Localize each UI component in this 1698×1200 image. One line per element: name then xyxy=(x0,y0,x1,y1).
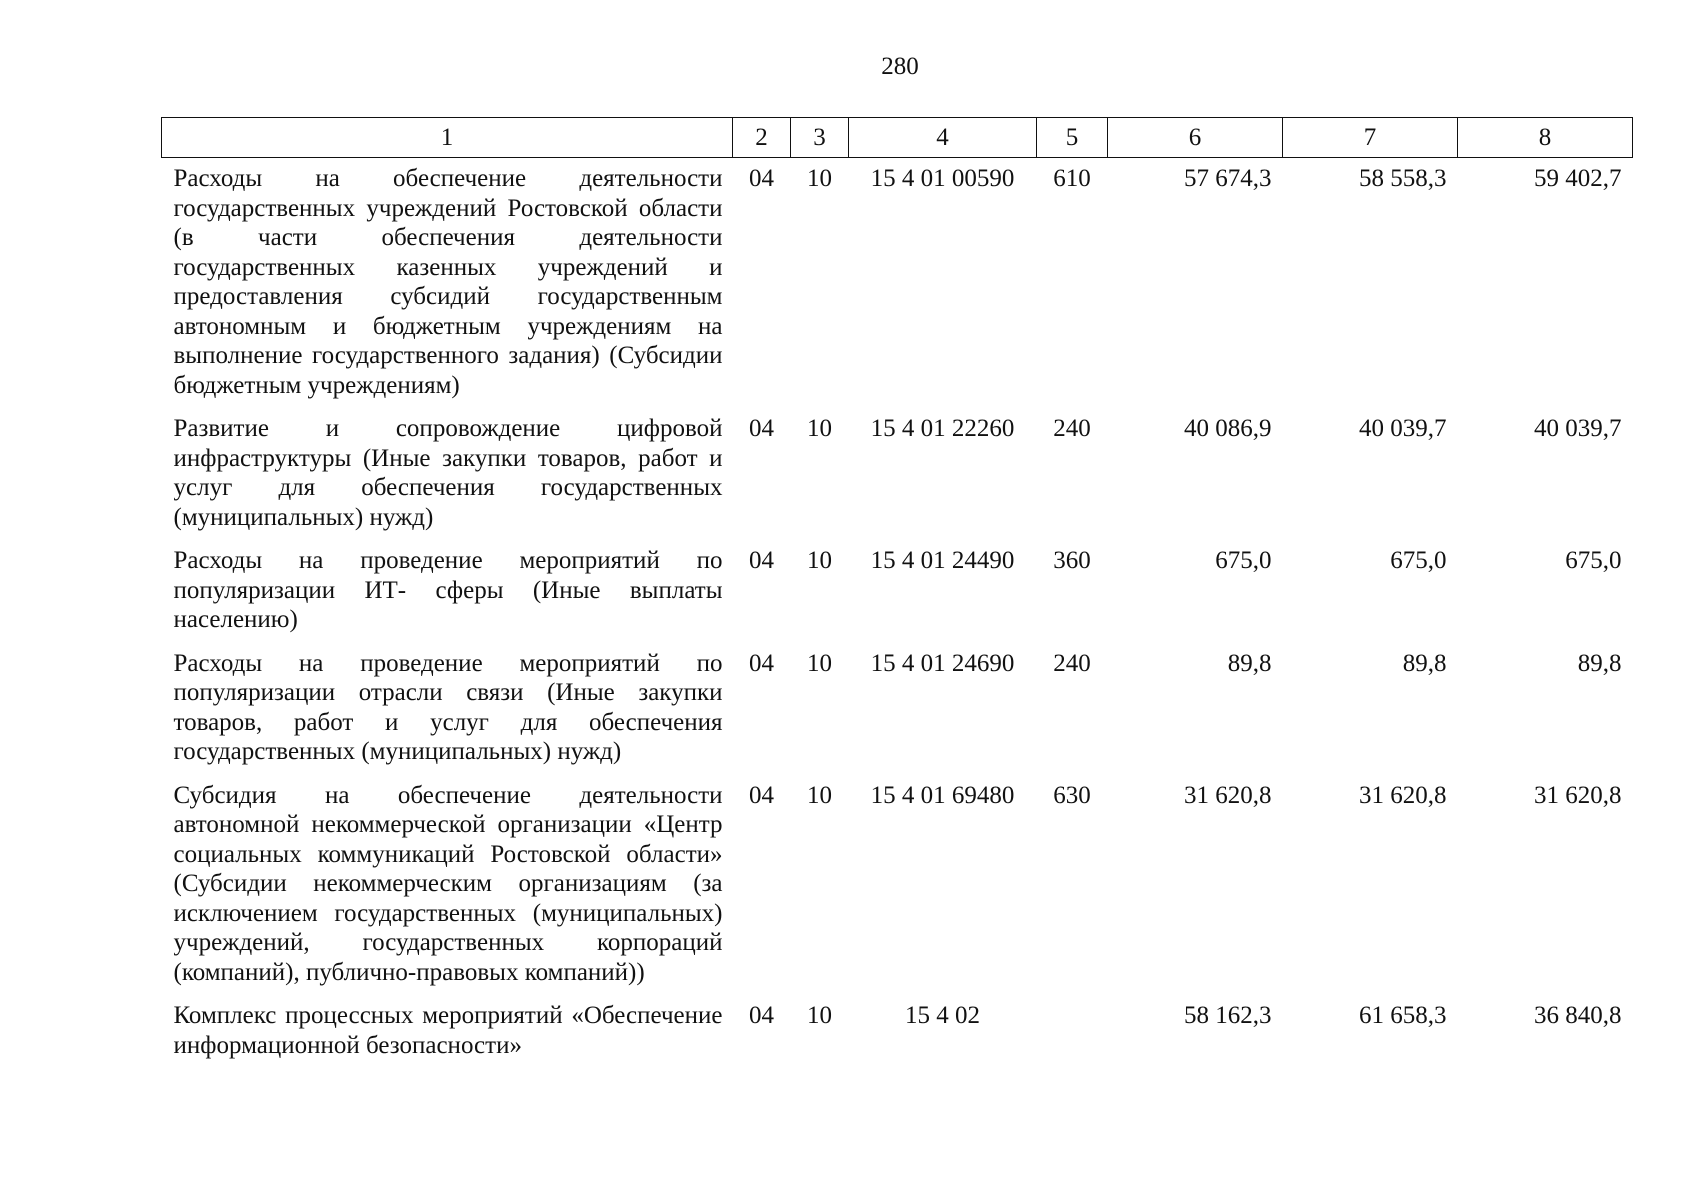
row-subsection-code: 10 xyxy=(807,415,832,442)
row-subsection-code: 10 xyxy=(807,649,832,677)
header-cell-2: 2 xyxy=(733,118,791,158)
row-expense-type: 240 xyxy=(1053,415,1091,442)
row-target-article: 15 4 01 00590 xyxy=(870,165,1015,192)
header-cell-5: 5 xyxy=(1037,118,1108,158)
row-section-code: 04 xyxy=(749,415,774,442)
row-target-article: 15 4 01 22260 xyxy=(870,415,1015,442)
row-expense-type: 240 xyxy=(1053,649,1091,677)
row-amount-year-3: 675,0 xyxy=(1565,547,1622,574)
header-cell-3: 3 xyxy=(791,118,849,158)
row-target-article: 15 4 01 24690 xyxy=(870,649,1015,677)
row-expense-type xyxy=(1037,995,1108,1068)
row-amount-year-3: 31 620,8 xyxy=(1534,781,1622,809)
row-subsection-code: 10 xyxy=(807,165,832,192)
row-target-article: 15 4 02 xyxy=(905,1002,980,1029)
row-amount-year-3: 36 840,8 xyxy=(1534,1002,1622,1029)
row-amount-year-3: 59 402,7 xyxy=(1534,165,1622,192)
row-section-code: 04 xyxy=(749,1002,774,1029)
row-amount-year-1: 89,8 xyxy=(1227,649,1272,677)
row-expense-type: 630 xyxy=(1053,781,1091,809)
row-subsection-code: 10 xyxy=(807,547,832,574)
row-name: Расходы на обеспечение деятельности государственных учреждений Ростовской области (в части обеспечения деятельности государственных казенных учреждений и предоставления субсидий государственным автономным и бюджетным учреждениям на выполнение государственного задания) (Субсидии бюджетным учреждениям) xyxy=(173,165,723,399)
row-expense-type: 610 xyxy=(1053,165,1091,192)
header-cell-8: 8 xyxy=(1458,118,1633,158)
table-row xyxy=(162,158,1633,409)
table-row xyxy=(162,995,1633,1068)
row-amount-year-1: 40 086,9 xyxy=(1184,415,1272,442)
row-section-code: 04 xyxy=(749,781,774,809)
row-amount-year-3: 40 039,7 xyxy=(1534,415,1622,442)
row-target-article: 15 4 01 24490 xyxy=(870,547,1015,574)
row-amount-year-1: 675,0 xyxy=(1215,547,1272,574)
row-amount-year-2: 31 620,8 xyxy=(1359,781,1447,809)
row-section-code: 04 xyxy=(749,649,774,677)
row-name: Развитие и сопровождение цифровой инфраструктуры (Иные закупки товаров, работ и услуг для обеспечения государственных (муниципальных) нужд) xyxy=(173,415,723,531)
row-amount-year-2: 58 558,3 xyxy=(1359,165,1447,192)
row-subsection-code: 10 xyxy=(807,1002,832,1029)
header-cell-4: 4 xyxy=(849,118,1037,158)
row-name: Комплекс процессных мероприятий «Обеспечение информационной безопасности» xyxy=(173,1002,723,1059)
row-amount-year-3: 89,8 xyxy=(1577,649,1622,677)
row-section-code: 04 xyxy=(749,547,774,574)
row-expense-type: 360 xyxy=(1053,547,1091,574)
row-amount-year-2: 61 658,3 xyxy=(1359,1002,1447,1029)
row-target-article: 15 4 01 69480 xyxy=(870,781,1015,809)
table-row xyxy=(162,775,1633,996)
row-section-code: 04 xyxy=(749,165,774,192)
row-subsection-code: 10 xyxy=(807,781,832,809)
header-row xyxy=(162,118,1633,158)
row-amount-year-1: 31 620,8 xyxy=(1184,781,1272,809)
page-number: 280 xyxy=(881,53,919,80)
table-row xyxy=(162,643,1633,775)
row-amount-year-1: 57 674,3 xyxy=(1184,165,1272,192)
header-cell-7: 7 xyxy=(1283,118,1458,158)
row-name: Субсидия на обеспечение деятельности автономной некоммерческой организации «Центр социальных коммуникаций Ростовской области» (Субсидии некоммерческим организациям (за исключением государственных (муниципальных) учреждений, государственных корпораций (компаний), публично-правовых компаний)) xyxy=(173,781,723,986)
table-row xyxy=(162,408,1633,540)
row-name: Расходы на проведение мероприятий по популяризации отрасли связи (Иные закупки товаров, работ и услуг для обеспечения государственных (муниципальных) нужд) xyxy=(173,649,723,765)
row-amount-year-1: 58 162,3 xyxy=(1184,1002,1272,1029)
row-amount-year-2: 89,8 xyxy=(1402,649,1447,677)
budget-table xyxy=(161,117,1633,1068)
table-row xyxy=(162,540,1633,643)
row-name: Расходы на проведение мероприятий по популяризации ИТ- сферы (Иные выплаты населению) xyxy=(173,547,723,633)
header-cell-1: 1 xyxy=(162,118,733,158)
header-cell-6: 6 xyxy=(1108,118,1283,158)
row-amount-year-2: 40 039,7 xyxy=(1359,415,1447,442)
row-amount-year-2: 675,0 xyxy=(1390,547,1447,574)
